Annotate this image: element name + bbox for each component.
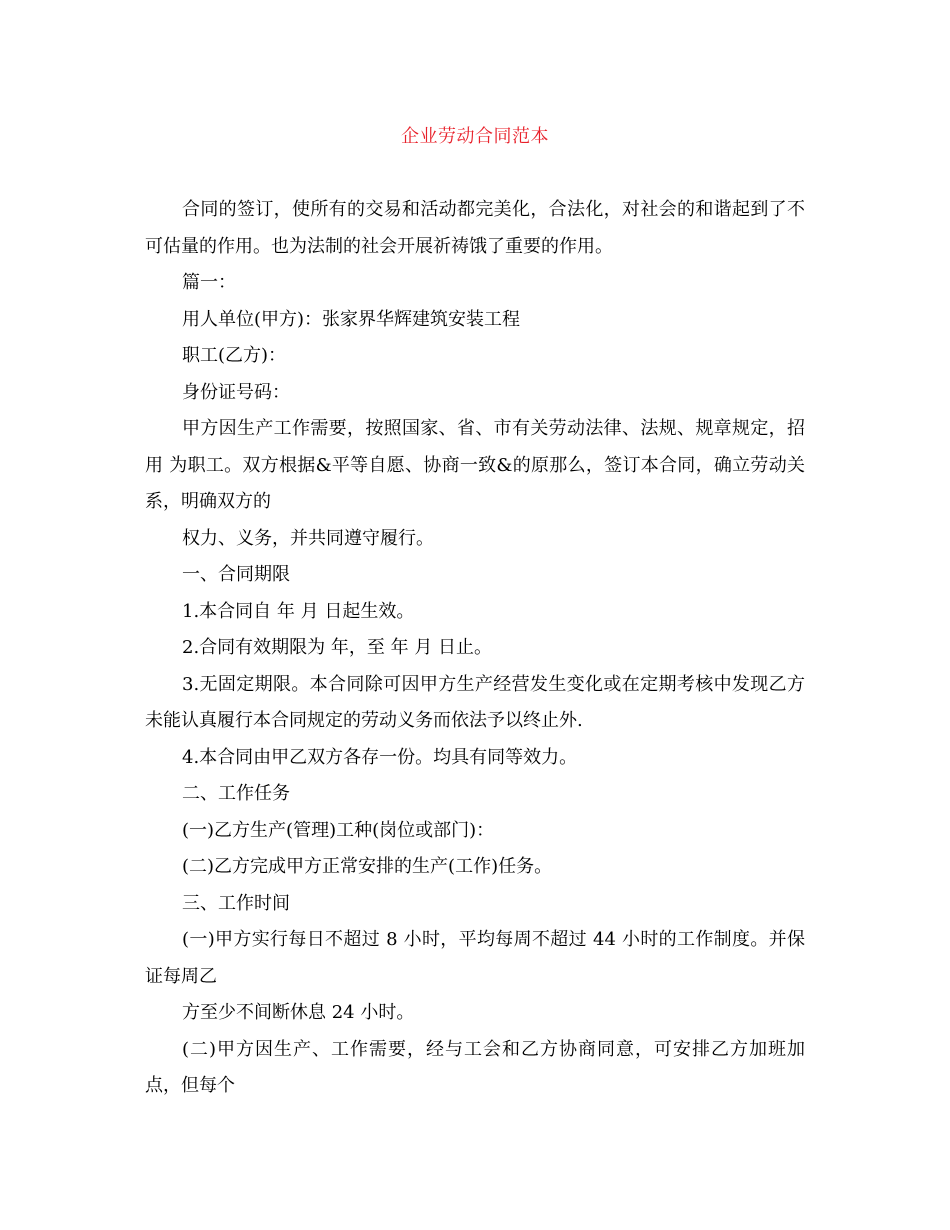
document-body	[145, 192, 805, 1105]
clause-task-1: (一)乙方生产(管理)工种(岗位或部门)：	[182, 819, 495, 841]
clause-hours-1-cont: 方至少不间断休息 24 小时。	[182, 1002, 415, 1023]
paragraph-employee: 职工(乙方)：	[182, 345, 287, 366]
clause-hours-1: (一)甲方实行每日不超过 8 小时，平均每周不超过 44 小时的工作制度。并保证每周乙	[145, 929, 805, 987]
paragraph-employer: 用人单位(甲方)：张家界华辉建筑安装工程	[182, 308, 521, 330]
document-title: 企业劳动合同范本	[401, 126, 549, 147]
paragraph-intro: 合同的签订，使所有的交易和活动都完美化，合法化，对社会的和谐起到了不可估量的作用。也为法制的社会开展祈祷饿了重要的作用。	[145, 199, 805, 257]
clause-term-4: 4.本合同由甲乙双方各存一份。均具有同等效力。	[182, 746, 578, 768]
clause-hours-2: (二)甲方因生产、工作需要，经与工会和乙方协商同意，可安排乙方加班加点，但每个	[145, 1038, 805, 1096]
heading-work-tasks: 二、工作任务	[182, 783, 290, 804]
heading-work-hours: 三、工作时间	[182, 892, 290, 914]
paragraph-preamble-cont: 权力、义务，并共同遵守履行。	[182, 527, 434, 549]
heading-contract-term: 一、合同期限	[182, 564, 290, 585]
paragraph-id-number: 身份证号码：	[182, 381, 290, 403]
clause-term-3: 3.无固定期限。本合同除可因甲方生产经营发生变化或在定期考核中发现乙方未能认真履行本合同规定的劳动义务而依法予以终止外.	[145, 673, 805, 731]
clause-term-1: 1.本合同自 年 月 日起生效。	[182, 600, 415, 622]
clause-term-2: 2.合同有效期限为 年，至 年 月 日止。	[182, 637, 493, 658]
paragraph-preamble: 甲方因生产工作需要，按照国家、省、市有关劳动法律、法规、规章规定，招用 为职工。双方根据&平等自愿、协商一致&的原那么，签订本合同，确立劳动关系，明确双方的	[145, 418, 805, 512]
clause-task-2: (二)乙方完成甲方正常安排的生产(工作)任务。	[182, 856, 553, 877]
paragraph-section-label: 篇一：	[182, 272, 236, 293]
